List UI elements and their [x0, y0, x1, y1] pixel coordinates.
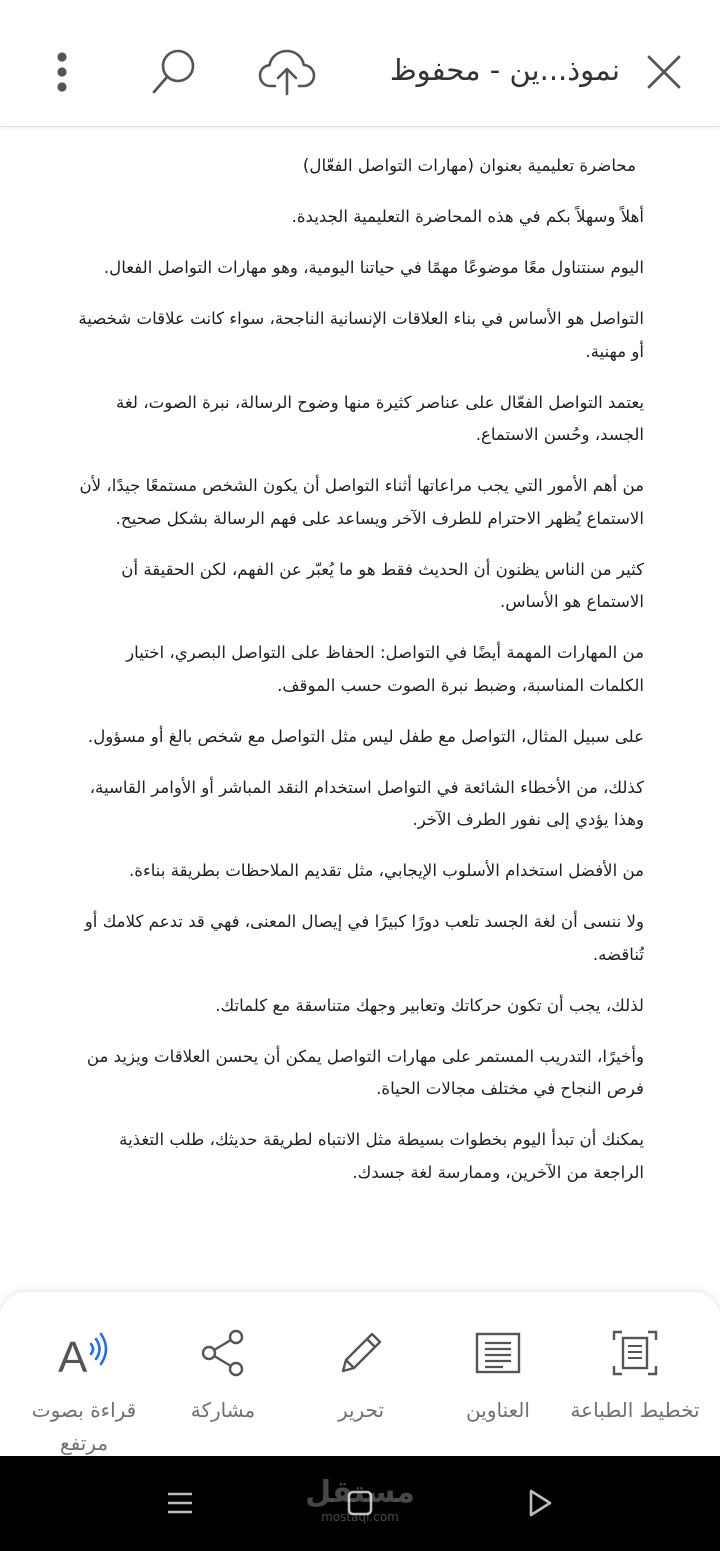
watermark-text: مستقل: [305, 1475, 415, 1510]
headings-label: العناوين: [466, 1398, 530, 1422]
paragraph: كثير من الناس يظنون أن الحديث فقط هو ما يُعبّر عن الفهم، لكن الحقيقة أن الاستماع هو الأساس.: [121, 559, 644, 611]
home-icon: [347, 1490, 373, 1516]
paragraph: يعتمد التواصل الفعّال على عناصر كثيرة منها وضوح الرسالة، نبرة الصوت، لغة الجسد، وحُسن الاستماع.: [116, 392, 644, 444]
edit-label: تحرير: [337, 1398, 385, 1422]
document-title[interactable]: نموذ...ين - محفوظ: [389, 53, 620, 87]
watermark-url: mostaql.com: [321, 1510, 399, 1524]
search-button[interactable]: [144, 44, 204, 100]
paragraph: ولا ننسى أن لغة الجسد تلعب دورًا كبيرًا في إيصال المعنى، فهي قد تدعم كلامك أو تُناقضه.: [84, 912, 644, 964]
paragraph: يمكنك أن تبدأ اليوم بخطوات بسيطة مثل الانتباه لطريقة حديثك، طلب التغذية الراجعة من الآخرين، وممارسة لغة جسدك.: [119, 1130, 644, 1182]
home-button[interactable]: [330, 1478, 390, 1528]
share-label: مشاركة: [190, 1398, 256, 1422]
paragraph: التواصل هو الأساس في بناء العلاقات الإنسانية الناجحة، سواء كانت علاقات شخصية أو مهنية.: [78, 309, 644, 361]
read-aloud-icon: [56, 1328, 112, 1378]
read-aloud-button[interactable]: [14, 1292, 154, 1456]
document-body[interactable]: [70, 150, 644, 1298]
document-heading: محاضرة تعليمية بعنوان (مهارات التواصل الفعّال): [302, 156, 636, 175]
recents-icon: [167, 1490, 193, 1516]
close-button[interactable]: [638, 44, 690, 100]
headings-icon: [475, 1332, 521, 1374]
recents-button[interactable]: [150, 1478, 210, 1528]
paragraph: اليوم سنتناول معًا موضوعًا مهمًا في حياتنا اليومية، وهو مهارات التواصل الفعال.: [103, 258, 644, 277]
paragraph: من أهم الأمور التي يجب مراعاتها أثناء التواصل أن يكون الشخص مستمعًا جيدًا، لأن الاستماع يُظهر الاحترام للطرف الآخر ويساعد على فهم الرسالة بشكل صحيح.: [79, 476, 644, 528]
close-icon: [646, 54, 682, 90]
paragraph: من الأفضل استخدام الأسلوب الإيجابي، مثل تقديم الملاحظات بطريقة بناءة.: [128, 861, 644, 880]
bottom-toolbar: [0, 1292, 720, 1456]
top-app-bar: [0, 0, 720, 127]
more-options-button[interactable]: [36, 46, 88, 98]
back-button[interactable]: [510, 1478, 570, 1528]
read-aloud-label: قراءة بصوت مرتفع: [31, 1398, 137, 1455]
paragraph: من المهارات المهمة أيضًا في التواصل: الحفاظ على التواصل البصري، اختيار الكلمات المناسبة، وضبط نبرة الصوت حسب الموقف.: [126, 643, 644, 695]
cloud-upload-button[interactable]: [256, 44, 318, 100]
paragraph: كذلك، من الأخطاء الشائعة في التواصل استخدام النقد المباشر أو الأوامر القاسية، وهذا يؤدي إلى نفور الطرف الآخر.: [89, 777, 644, 829]
svg-text:A: A: [58, 1333, 88, 1378]
back-icon: [527, 1489, 553, 1517]
system-navigation-bar: [0, 1456, 720, 1551]
print-layout-label: تخطيط الطباعة: [570, 1398, 700, 1422]
print-layout-button[interactable]: [565, 1292, 705, 1456]
share-icon: [200, 1329, 246, 1377]
search-icon: [148, 46, 200, 98]
edit-button[interactable]: [291, 1292, 431, 1456]
paragraph: وأخيرًا، التدريب المستمر على مهارات التواصل يمكن أن يحسن العلاقات ويزيد من فرص النجاح في مختلف مجالات الحياة.: [86, 1046, 644, 1098]
share-button[interactable]: [153, 1292, 293, 1456]
headings-button[interactable]: [428, 1292, 568, 1456]
print-layout-icon: [610, 1328, 660, 1378]
cloud-upload-icon: [258, 48, 316, 96]
paragraph: على سبيل المثال، التواصل مع طفل ليس مثل التواصل مع شخص بالغ أو مسؤول.: [87, 726, 644, 746]
more-vertical-icon: [52, 49, 72, 95]
paragraph: أهلاً وسهلاً بكم في هذه المحاضرة التعليمية الجديدة.: [291, 207, 644, 226]
paragraph: لذلك، يجب أن تكون حركاتك وتعابير وجهك متناسقة مع كلماتك.: [215, 995, 644, 1015]
edit-pencil-icon: [337, 1329, 385, 1377]
